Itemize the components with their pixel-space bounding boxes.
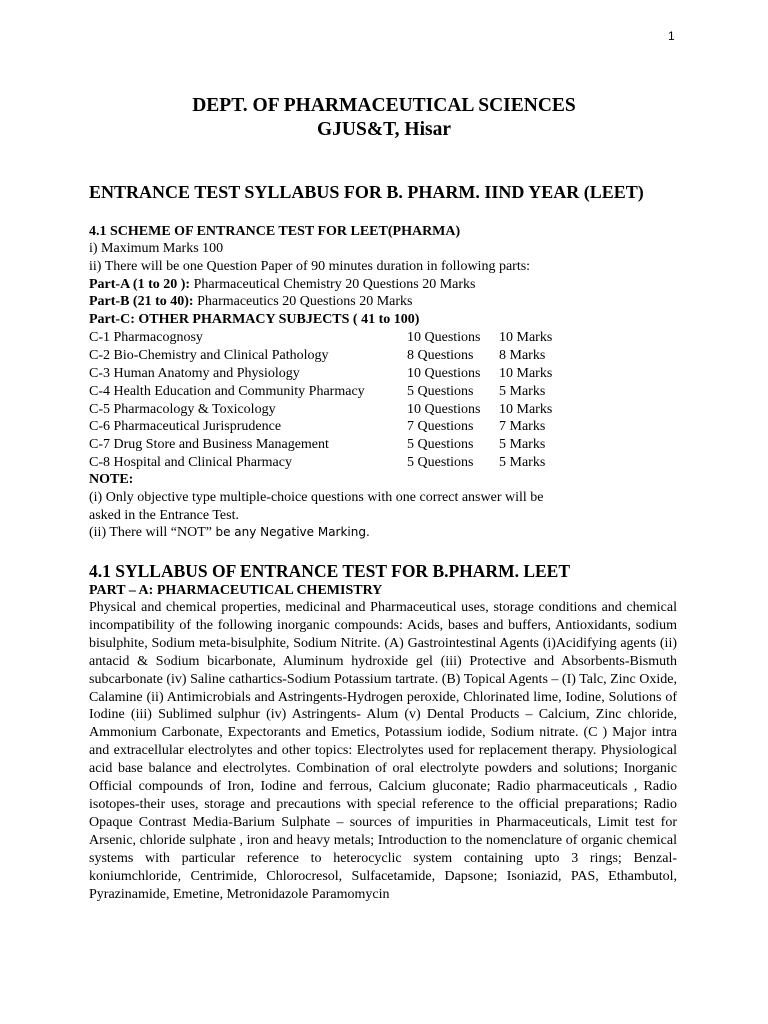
document-header: [0, 94, 768, 142]
scheme-heading: 4.1 SCHEME OF ENTRANCE TEST FOR LEET(PHARMA): [89, 224, 461, 239]
subject-row: [89, 329, 609, 347]
scheme-details: [89, 240, 689, 329]
subject-row: [89, 347, 609, 365]
subject-questions: 10 Questions: [407, 401, 481, 417]
subject-name: C-6 Pharmaceutical Jurisprudence: [89, 419, 282, 435]
page-number: 1: [668, 29, 675, 43]
subject-name: C-7 Drug Store and Business Management: [89, 437, 329, 453]
subject-marks: 5 Marks: [499, 455, 546, 471]
note-section: [89, 471, 689, 542]
part-b-text: Pharmaceutics 20 Questions 20 Marks: [193, 294, 413, 310]
subject-questions: 5 Questions: [407, 437, 474, 453]
subject-marks: 5 Marks: [499, 383, 546, 399]
subject-row: [89, 401, 609, 419]
subject-name: C-4 Health Education and Community Pharmacy: [89, 383, 365, 399]
subject-marks: 8 Marks: [499, 347, 546, 363]
subject-questions: 8 Questions: [407, 347, 474, 363]
subject-marks: 10 Marks: [499, 401, 553, 417]
subject-name: C-8 Hospital and Clinical Pharmacy: [89, 455, 292, 471]
part-a-line: [89, 276, 689, 294]
part-a-heading: PART – A: PHARMACEUTICAL CHEMISTRY: [89, 583, 383, 598]
syllabus-heading: 4.1 SYLLABUS OF ENTRANCE TEST FOR B.PHARM. LEET: [89, 561, 571, 581]
note-line-1: (i) Only objective type multiple-choice questions with one correct answer will be: [89, 489, 544, 505]
subject-name: C-5 Pharmacology & Toxicology: [89, 401, 276, 417]
subject-name: C-1 Pharmacognosy: [89, 330, 203, 345]
part-a-syllabus-text: Physical and chemical properties, medicinal and Pharmaceutical uses, storage conditions and chemical incompatibility of the following inorganic compounds: Acids, bases and buffers, Antioxidants, sodium bisulphite, Sodium meta-bisulphite, Sodium Nitrite. (A) Gastrointestinal Agents (i)Acidifying agents (ii) antacid & Sodium bicarbonate, Aluminum hydroxide gel (iii) Protective and Absorbents-Bismuth subcarbonate (iv) Saline cathartics-Sodium Potassium tartrate. (B) Topical Agents – (I) Talc, Zinc Oxide, Calamine (ii) Antimicrobials and Astringents-Hydrogen peroxide, Chlorinated lime, Iodine, Solutions of Iodine (iii) Sublimed sulphur (iv) Astringents- Alum (v) Dental Products – Calcium, Zinc chloride, Ammonium Carbonate, Expectorants and Emetics, Potassium iodide, Sodium nitrate. (C ) Major intra and extracellular electrolytes and other topics: Electrolytes used for replacement therapy. Physiological acid base balance and electrolytes. Combination of oral electrolyte powders and solutions; Inorganic Official compounds of Iron, Iodine and ferrous, Calcium gluconate; Radio pharmaceuticals , Radio isotopes-their uses, storage and precautions with special reference to the official preparations; Radio Opaque Contrast Media-Barium Sulphate – sources of impurities in Pharmaceuticals, Limit test for Arsenic, chloride sulphate , iron and heavy metals; Introduction to the nomenclature of organic chemical systems with particular reference to heterocyclic system containing upto 3 rings; Benzal-koniumchloride, Centrimide, Chlorocresol, Sulfacetamide, Dapsone; Isoniazid, PAS, Ethambutol, Pyrazinamide, Emetine, Metronidazole Paramomycin: [89, 600, 677, 902]
subject-row: [89, 365, 609, 383]
subjects-table: [89, 329, 609, 472]
subject-questions: 10 Questions: [407, 330, 481, 345]
max-marks-line: i) Maximum Marks 100: [89, 241, 224, 256]
university-name: GJUS&T, Hisar: [317, 119, 451, 140]
part-b-label: Part-B (21 to 40):: [89, 294, 194, 310]
subject-questions: 5 Questions: [407, 455, 474, 471]
subject-marks: 5 Marks: [499, 437, 546, 453]
note-line-3-start: (ii) There will “NOT”: [89, 525, 216, 541]
note-label: NOTE:: [89, 472, 134, 487]
note-line-3: [89, 524, 689, 542]
subject-marks: 10 Marks: [499, 330, 553, 345]
subject-questions: 5 Questions: [407, 383, 474, 399]
department-title: DEPT. OF PHARMACEUTICAL SCIENCES: [192, 95, 576, 116]
subject-questions: 7 Questions: [407, 419, 474, 435]
note-line-3-end: be any Negative Marking.: [215, 525, 370, 540]
entrance-test-title: ENTRANCE TEST SYLLABUS FOR B. PHARM. IIND YEAR (LEET): [89, 182, 644, 202]
part-b-line: [89, 293, 689, 311]
subject-name: C-3 Human Anatomy and Physiology: [89, 365, 300, 381]
part-a-text: Pharmaceutical Chemistry 20 Questions 20 Marks: [190, 276, 476, 292]
part-c-line: Part-C: OTHER PHARMACY SUBJECTS ( 41 to 100): [89, 312, 420, 328]
subject-marks: 10 Marks: [499, 365, 553, 381]
subject-row: [89, 436, 609, 454]
subject-row: [89, 454, 609, 472]
note-line-2: asked in the Entrance Test.: [89, 507, 239, 523]
subject-row: [89, 418, 609, 436]
subject-questions: 10 Questions: [407, 365, 481, 381]
question-paper-line: ii) There will be one Question Paper of 90 minutes duration in following parts:: [89, 258, 531, 274]
subject-marks: 7 Marks: [499, 419, 546, 435]
part-a-label: Part-A (1 to 20 ):: [89, 276, 191, 292]
subject-name: C-2 Bio-Chemistry and Clinical Pathology: [89, 347, 329, 363]
subject-row: [89, 383, 609, 401]
